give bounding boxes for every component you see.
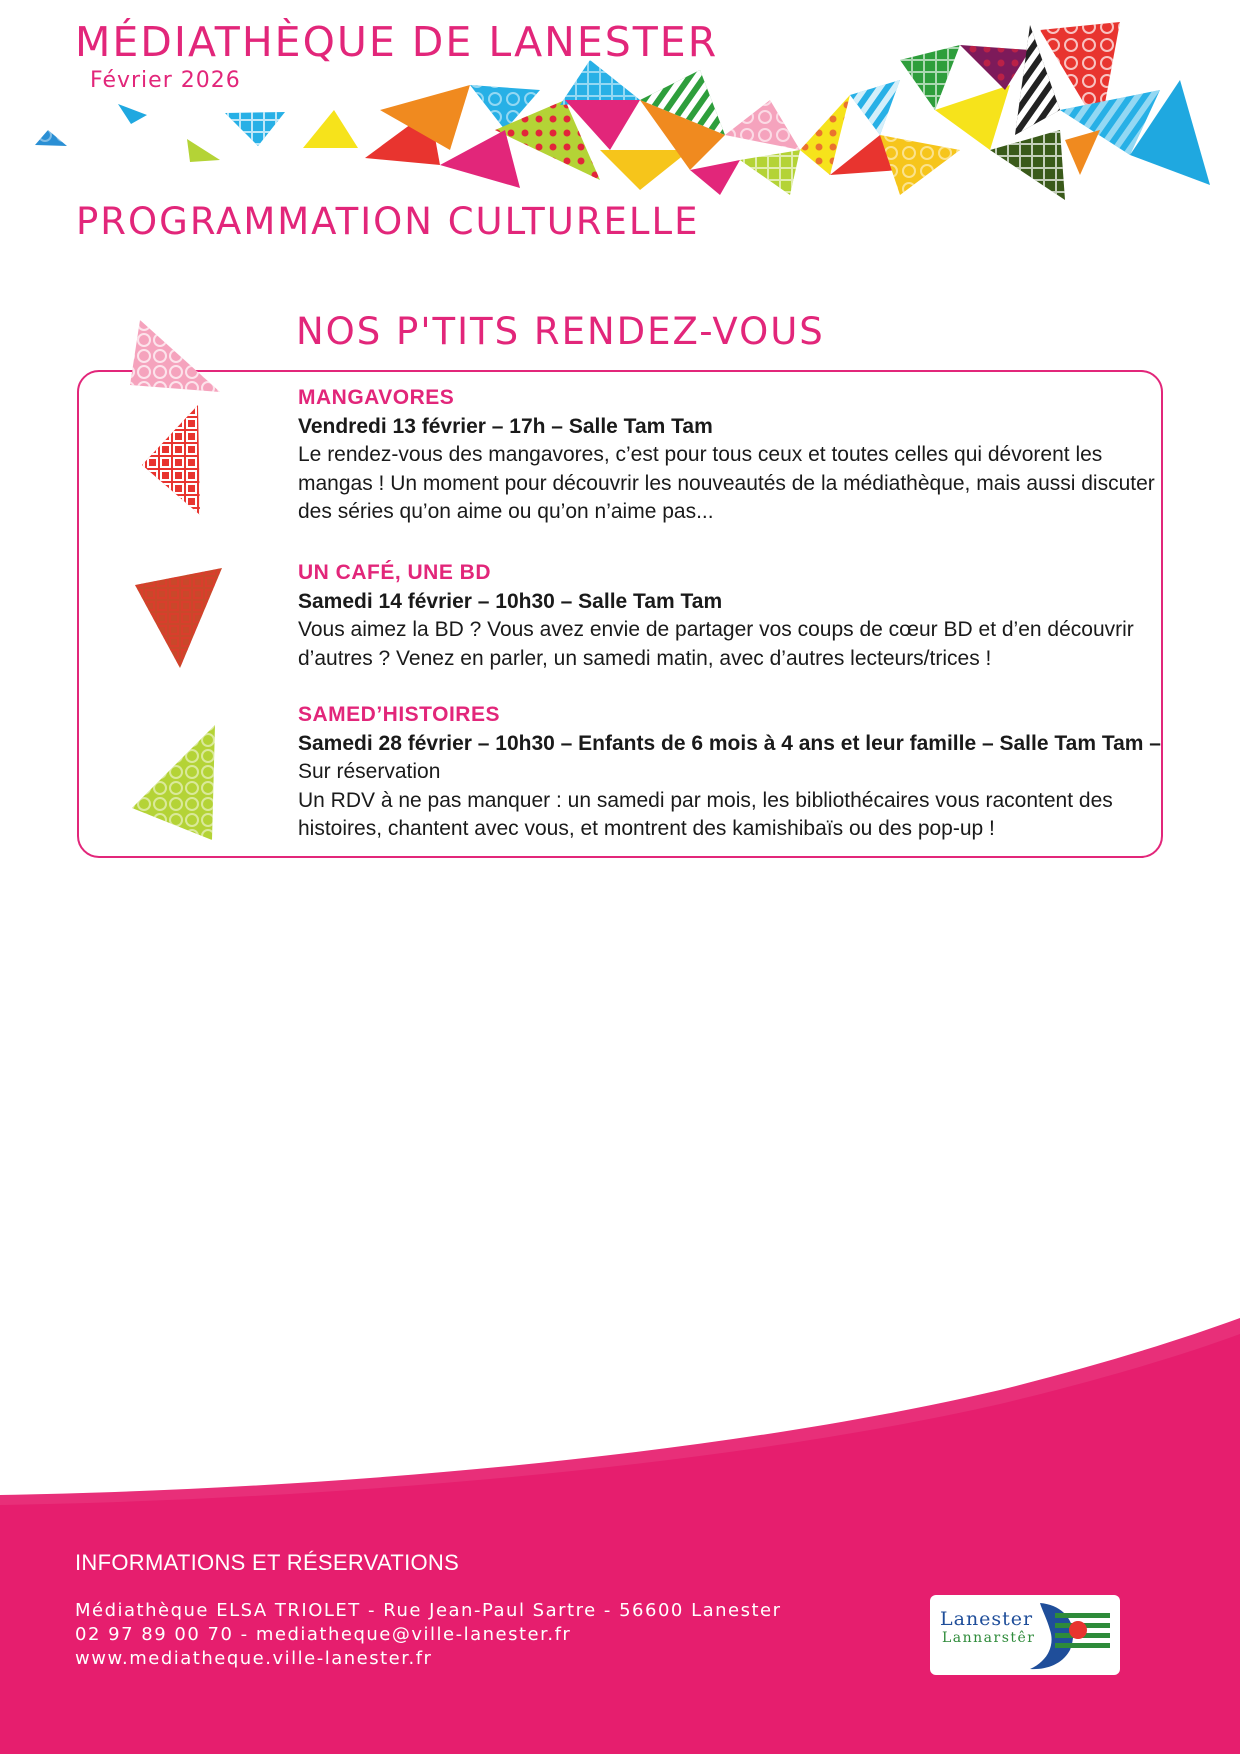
event-when: Vendredi 13 février – 17h – Salle Tam Tam [298, 414, 713, 438]
logo-subtitle: Lannarstêr [942, 1630, 1036, 1646]
event-when: Samedi 14 février – 10h30 – Salle Tam Tam [298, 589, 723, 613]
event-description: Le rendez-vous des mangavores, c’est pour tous ceux et toutes celles qui dévorent les mangas ! Un moment pour découvrir les nouveautés de la médiathèque, mais aussi discuter des séries qu’on aime ou qu’on n’aime pas... [298, 443, 1155, 523]
section-title: PROGRAMMATION CULTURELLE [76, 200, 700, 243]
footer-contact: 02 97 89 00 70 - mediatheque@ville-lanester.fr [75, 1624, 572, 1645]
event-name: SAMED’HISTOIRES [298, 703, 500, 726]
event-note: Sur réservation [298, 760, 441, 783]
event-description: Vous aimez la BD ? Vous avez envie de partager vos coups de cœur BD et d’en découvrir d’autres ? Venez en parler, un samedi matin, avec d’autres lecteurs/trices ! [298, 618, 1134, 670]
event-when: Samedi 28 février – 10h30 – Enfants de 6 mois à 4 ans et leur famille – Salle Tam Tam – [298, 731, 1161, 755]
site-title: MÉDIATHÈQUE DE LANESTER [75, 18, 719, 66]
logo-name: Lanester [940, 1608, 1034, 1630]
issue-date: Février 2026 [90, 68, 241, 93]
event-name: UN CAFÉ, UNE BD [298, 561, 492, 584]
event-description: Un RDV à ne pas manquer : un samedi par mois, les bibliothécaires vous racontent des histoires, chantent avec vous, et montrent des kamishibaïs ou des pop-up ! [298, 788, 1113, 840]
footer-website[interactable]: www.mediatheque.ville-lanester.fr [75, 1648, 433, 1669]
event-name: MANGAVORES [298, 386, 455, 409]
footer-heading: INFORMATIONS ET RÉSERVATIONS [75, 1550, 460, 1575]
subsection-title: NOS P'TITS RENDEZ-VOUS [296, 310, 825, 353]
footer-address: Médiathèque ELSA TRIOLET - Rue Jean-Paul Sartre - 56600 Lanester [75, 1600, 782, 1621]
